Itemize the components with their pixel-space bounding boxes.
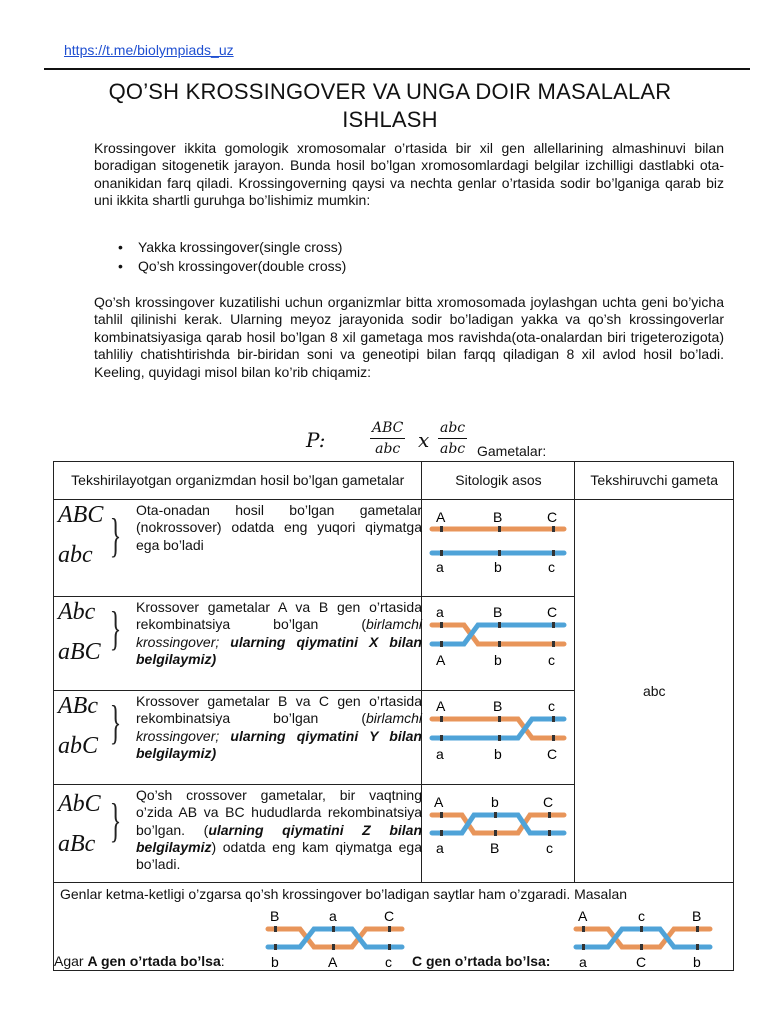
telegram-link[interactable]: https://t.me/biolympiads_uz: [64, 42, 234, 58]
orange-chromosome: [432, 815, 564, 833]
allele-label: a: [436, 746, 445, 762]
allele-label: b: [693, 954, 701, 970]
brace-icon: }: [109, 602, 122, 655]
locus-mark: [274, 944, 277, 950]
brace-icon: }: [109, 794, 122, 847]
allele-label: B: [493, 509, 503, 525]
locus-mark: [552, 550, 555, 556]
allele-label: b: [494, 652, 503, 668]
brace-icon: }: [109, 696, 122, 749]
genotype-top: AbC: [58, 791, 101, 817]
locus-mark: [440, 830, 443, 836]
locus-mark: [440, 641, 443, 647]
left-numerator: ABC: [370, 420, 405, 439]
table-header-row: [54, 462, 734, 500]
cytology-cell: [422, 597, 575, 691]
right-denominator: abc: [440, 441, 466, 457]
blue-chromosome: [432, 815, 564, 833]
allele-label: b: [494, 559, 503, 575]
c-middle-label: C gen o’rtada bo’lsa:: [412, 953, 551, 969]
header-cytology: Sitologik asos: [422, 462, 575, 500]
genotype-top: ABc: [58, 693, 98, 719]
chromosome-diagram: [422, 597, 574, 687]
intro-paragraph-1: Krossingover ikkita gomologik xromosomalar o’rtasida bir xil gen allellarining almashinuvi bilan boradigan sitogenetik jarayon. Bunda hosil bo’lgan xromosomlardagi belgilar izchilligi dastlabki ota-onanikidan farq qiladi. Krossingoverning qaysi va nechta genlar o’rtasida sodir bo’lganiga qarab biz uni ikkita shartli guruhga bo’lishimiz mumkin:: [94, 140, 724, 209]
allele-label: A: [436, 509, 446, 525]
allele-label: B: [493, 698, 503, 714]
allele-label: B: [493, 604, 503, 620]
gamete-cell: [54, 500, 422, 597]
allele-label: A: [578, 908, 588, 924]
cytology-cell: [422, 785, 575, 883]
locus-mark: [440, 622, 443, 628]
right-numerator: abc: [438, 420, 467, 439]
allele-label: b: [271, 954, 279, 970]
chromosome-diagram: [422, 691, 574, 781]
cytology-cell: [422, 691, 575, 785]
genotype-top: Abc: [58, 599, 96, 625]
locus-mark: [494, 830, 497, 836]
allele-label: a: [436, 559, 445, 575]
locus-mark: [696, 926, 699, 932]
row-description: Qo’sh crossover gametalar, bir vaqtning o’zida AB va BC hududlarda rekombinatsiya bo’lgan. (ularning qiymatini Z bilan belgilaymiz) odatda eng kam qiymatga ega bo’ladi.: [136, 787, 422, 873]
chromosome-diagram: [422, 500, 574, 593]
gamete-cell: [54, 597, 422, 691]
row-description: Ota-onadan hosil bo’lgan gametalar (nokrossover) odatda eng yuqori qiymatga ega bo’ladi: [136, 502, 422, 553]
left-denominator: abc: [375, 441, 401, 457]
row-description: Krossover gametalar B va C gen o’rtasida rekombinatsiya bo’lgan (birlamchi krossingover; ularning qiymatini Y bilan belgilaymiz): [136, 693, 422, 761]
locus-mark: [388, 926, 391, 932]
allele-label: B: [270, 908, 280, 924]
gene-order-cell: [54, 883, 734, 971]
locus-mark: [552, 526, 555, 532]
formula-left-fraction: [370, 420, 405, 457]
locus-mark: [332, 944, 335, 950]
allele-label: a: [329, 908, 337, 924]
allele-label: a: [579, 954, 587, 970]
allele-label: A: [434, 794, 444, 810]
genotype-bottom: aBC: [58, 639, 101, 665]
list-item: • Qo’sh krossingover(double cross): [118, 257, 346, 276]
locus-mark: [498, 526, 501, 532]
gamete-cell: [54, 691, 422, 785]
test-gamete-cell: [575, 500, 734, 883]
brace-icon: }: [109, 509, 122, 562]
list-item: • Yakka krossingover(single cross): [118, 238, 346, 257]
allele-label: c: [548, 559, 556, 575]
locus-mark: [440, 716, 443, 722]
genotype-bottom: aBc: [58, 831, 96, 857]
row-description: Krossover gametalar A va B gen o’rtasida rekombinatsiya bo’lgan (birlamchi krossingover; ularning qiymatini X bilan belgilaymiz): [136, 599, 422, 667]
locus-mark: [440, 735, 443, 741]
locus-mark: [274, 926, 277, 932]
allele-label: c: [385, 954, 392, 970]
allele-label: B: [490, 840, 500, 856]
locus-mark: [696, 944, 699, 950]
gametalar-label: Gametalar:: [477, 443, 547, 459]
header-gametes: Tekshirilayotgan organizmdan hosil bo’lgan gametalar: [54, 462, 422, 500]
locus-mark: [498, 622, 501, 628]
locus-mark: [498, 716, 501, 722]
allele-label: a: [436, 840, 445, 856]
locus-mark: [640, 944, 643, 950]
allele-label: c: [548, 652, 556, 668]
header-rule: [44, 68, 750, 70]
locus-mark: [552, 716, 555, 722]
a-middle-label: Agar A gen o’rtada bo’lsa:: [54, 953, 225, 969]
locus-mark: [440, 812, 443, 818]
c-middle-diagram: [568, 905, 718, 971]
allele-label: b: [491, 794, 500, 810]
allele-label: c: [638, 908, 645, 924]
locus-mark: [640, 926, 643, 932]
locus-mark: [332, 926, 335, 932]
crossover-types-list: [118, 238, 346, 276]
locus-mark: [498, 641, 501, 647]
locus-mark: [440, 550, 443, 556]
table-footer-row: [54, 883, 734, 971]
locus-mark: [582, 926, 585, 932]
a-middle-diagram: [260, 905, 410, 971]
cytology-cell: [422, 500, 575, 597]
formula-right-fraction: [438, 420, 467, 457]
allele-label: C: [636, 954, 647, 970]
genotype-top: ABC: [58, 502, 104, 528]
locus-mark: [552, 735, 555, 741]
locus-mark: [582, 944, 585, 950]
allele-label: b: [494, 746, 503, 762]
allele-label: c: [548, 698, 556, 714]
allele-label: C: [547, 746, 558, 762]
allele-label: C: [547, 509, 558, 525]
table-row: [54, 500, 734, 597]
gene-order-note: Genlar ketma-ketligi o’zgarsa qo’sh krossingover bo’ladigan saytlar ham o’zgaradi. Masalan: [60, 886, 628, 902]
intro-paragraph-2: Qo’sh krossingover kuzatilishi uchun organizmlar bitta xromosomada joylashgan uchta geni bo’yicha tahlil qilinishi kerak. Ularning meyoz jarayonida sodir bo’ladigan yakka va qo’sh krossingoverlar kombinatsiyasiga qarab hosil bo’lgan 8 xil gametaga mos ravishda(ota-onalardan biri trigeterozigota) tahliliy chatishtirishda bir-biridan soni va geneotipi bilan farqq qiladigan 8 xil avlod hosil bo’ladi. Keeling, quyidagi misol bilan ko’rib chiqamiz:: [94, 294, 724, 380]
allele-label: A: [436, 698, 446, 714]
gamete-table: [53, 461, 734, 971]
genotype-bottom: abC: [58, 733, 99, 759]
header-test-gamete: Tekshiruvchi gameta: [575, 462, 734, 500]
allele-label: C: [384, 908, 395, 924]
locus-mark: [498, 550, 501, 556]
locus-mark: [440, 526, 443, 532]
page-title: QO’SH KROSSINGOVER VA UNGA DOIR MASALALAR ISHLASH: [108, 79, 672, 132]
allele-label: B: [692, 908, 702, 924]
allele-label: A: [328, 954, 338, 970]
locus-mark: [548, 830, 551, 836]
locus-mark: [552, 622, 555, 628]
formula-p: P:: [306, 428, 326, 452]
locus-mark: [552, 641, 555, 647]
locus-mark: [494, 812, 497, 818]
allele-label: C: [547, 604, 558, 620]
locus-mark: [498, 735, 501, 741]
chromosome-diagram: [422, 785, 574, 879]
locus-mark: [388, 944, 391, 950]
test-gamete-value: abc: [642, 683, 666, 699]
allele-label: a: [436, 604, 445, 620]
gamete-cell: [54, 785, 422, 883]
genotype-bottom: abc: [58, 542, 93, 568]
formula-cross: x: [418, 428, 430, 452]
allele-label: C: [543, 794, 554, 810]
allele-label: c: [546, 840, 554, 856]
allele-label: A: [436, 652, 446, 668]
locus-mark: [548, 812, 551, 818]
